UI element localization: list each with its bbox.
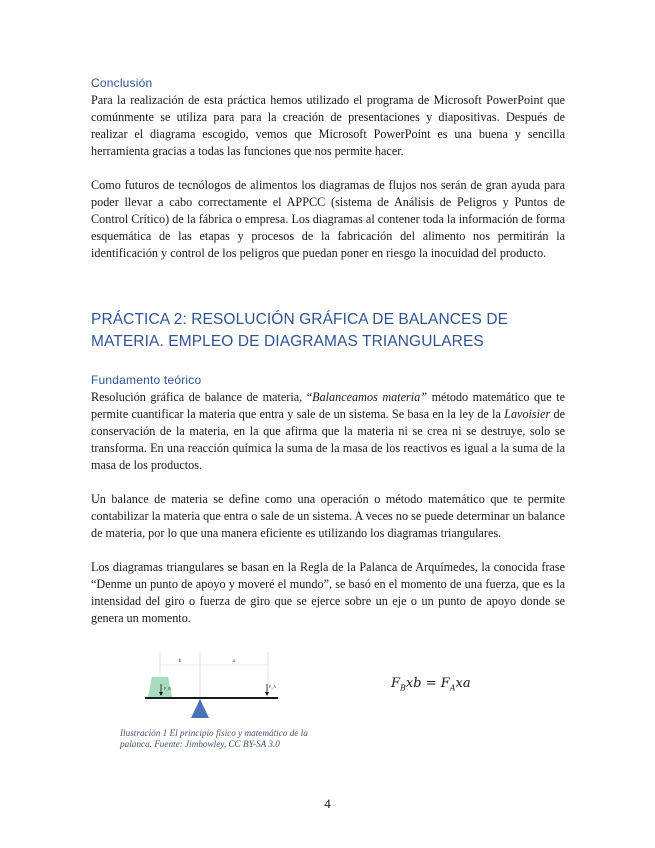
fundamento-p1-part-c: de conservación de la materia, en la que afirma que la materia ni se crea ni se destruye, solo se transforma. En una reacción química la suma de la masa de los reactivos es igual a la suma de la masa de los productos. [91,407,565,472]
practice-2-title: PRÁCTICA 2: RESOLUCIÓN GRÁFICA DE BALANCES DE MATERIA. EMPLEO DE DIAGRAMAS TRIANGULARES [91,311,509,350]
label-fb: F_B [164,686,171,691]
fulcrum-triangle [191,699,209,718]
fundamento-paragraph-3: Los diagramas triangulares se basan en la Regla de la Palanca de Arquímedes, la conocida frase “Denme un punto de apoyo y moveré el mundo”, se basó en el momento de una fuerza, que es la intensidad del giro o fuerza de giro que se ejerce sobre un eje o un punto de apoyo donde se genera un momento. [91,560,565,625]
fundamento-p1-italic-1: Balanceamos materia” [312,390,428,404]
label-fa: F_A [269,684,277,689]
fundamento-heading: Fundamento teórico [91,373,202,387]
force-arrowhead-fa [265,692,269,696]
fundamento-p1-part-a: Resolución gráfica de balance de materia, “ [91,390,313,404]
figure-caption: Ilustración 1 El principio físico y matemático de la palanca. Fuente: Jimbowley, CC BY-SA 3.0 [120,728,308,749]
label-b: b [178,659,182,664]
fundamento-paragraph-2: Un balance de materia se define como una operación o método matemático que te permite contabilizar la materia que entra o sale de un sistema. A veces no se puede determinar un balance de materia, por lo que una manera eficiente es utilizando los diagramas triangulares. [91,492,565,540]
conclusion-paragraph-1: Para la realización de esta práctica hemos utilizado el programa de Microsoft PowerPoint que comúnmente se utiliza para para la creación de presentaciones y diapositivas. Después de realizar el diagrama escogido, vemos que Microsoft PowerPoint es una buena y sencilla herramienta gracias a todas las funciones que nos permite hacer. [91,93,565,158]
conclusion-heading: Conclusión [91,76,153,90]
label-a: a [232,659,236,664]
fundamento-p1-italic-2: Lavoisier [504,407,551,421]
fundamento-p1-part-b: método matemático que te permite cuantificar la materia que entra y sale de un sistema. Se basa en la ley de la [91,390,565,421]
lever-illustration [140,652,290,722]
conclusion-paragraph-2: Como futuros de tecnólogos de alimentos los diagramas de flujos nos serán de gran ayuda para poder llevar a cabo correctamente el APPCC (sistema de Análisis de Peligros y Puntos de Control Crítico) de la fábrica o empresa. Los diagramas al contener toda la información de forma esquemática de las etapas y procesos de la fabricación del alimento nos permitirán la identificación y control de los peligros que puedan poner en riesgo la inocuidad del producto. [91,178,565,260]
lever-equation: $F_Bxb = F_Axa$ [391,676,471,693]
page-number: 4 [324,796,331,811]
fundamento-paragraph-1 [91,389,565,474]
